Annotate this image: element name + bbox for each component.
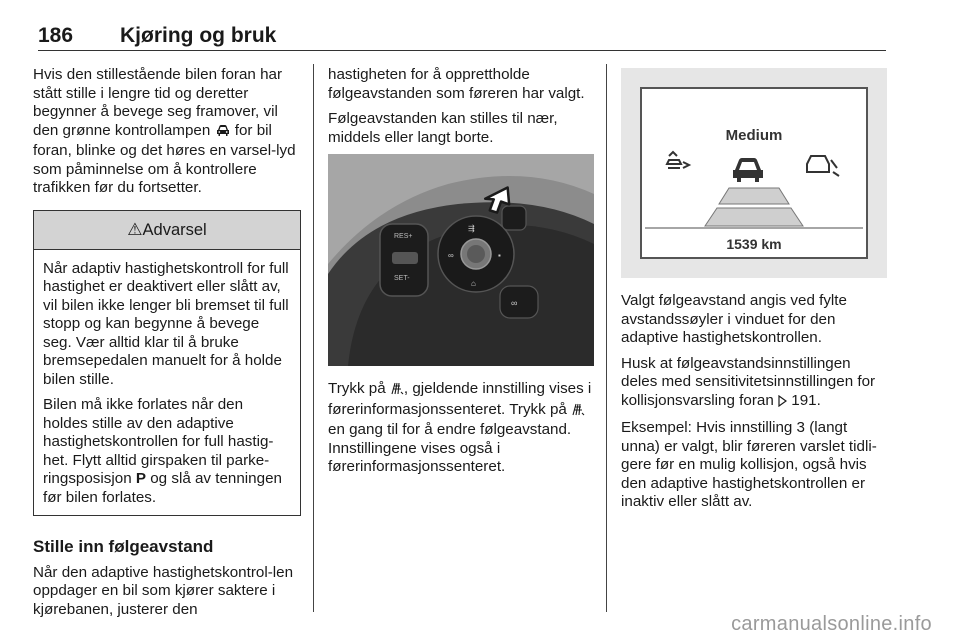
follow-distance-icon — [390, 382, 404, 401]
watermark: carmanualsonline.info — [731, 613, 932, 635]
column-divider — [313, 64, 314, 612]
paragraph: Valgt følgeavstand angis ved fylte avstandssøyler i vinduet for den adaptive hastighetskontrollen. — [621, 292, 847, 346]
vehicle-ahead-icon — [215, 124, 231, 143]
section-paragraph: Når den adaptive hastighetskontrol-len oppdager en bil som kjører saktere i kjørebanen, justerer den — [33, 563, 294, 618]
warning-body — [34, 250, 300, 516]
paragraph: Eksempel: Hvis innstilling 3 (langt unna) er valgt, blir føreren varslet tidli-gere før en mulig kollisjon, også hvis den adaptive hastighetskontrollen er inaktiv eller slått av. — [621, 419, 877, 510]
paragraph: Følgeavstanden kan stilles til nær, middels eller langt borte. — [328, 110, 558, 146]
intro-paragraph: Hvis den stillestående bilen foran har stått stille i lengre tid og deretter begynner å bevege seg framover, vil den grønne kontrollampen for bil foran, blinke og det høres en varsel-lyd som påminnelse om å kontrollere trafikken før du fortsetter. — [33, 66, 296, 196]
svg-text:⇶: ⇶ — [468, 224, 475, 233]
page-ref-arrow-icon — [778, 394, 787, 413]
column-1 — [33, 66, 301, 626]
svg-text:⌂: ⌂ — [471, 279, 476, 288]
page-title: Kjøring og bruk — [120, 24, 277, 47]
column-2 — [328, 66, 594, 484]
page-header — [38, 22, 886, 52]
range-readout: 1539 km — [726, 236, 782, 252]
column-divider — [606, 64, 607, 612]
instruction-paragraph: Trykk på , gjeldende innstilling vises i førerinformasjonssenteret. Trykk på en gang til for å endre følgeavstand. Innstillingene vises også i førerinformasjonssenteret. — [328, 380, 592, 475]
svg-text:▪: ▪ — [498, 251, 501, 260]
set-label: SET- — [394, 275, 410, 282]
paragraph: hastigheten for å opprettholde følgeavstanden som føreren har valgt. — [328, 66, 585, 102]
warning-header — [34, 211, 300, 250]
setting-label: Medium — [725, 127, 783, 144]
warning-title: Advarsel — [142, 220, 207, 239]
res-label: RES+ — [394, 233, 413, 240]
paragraph: Husk at følgeavstandsinnstillingen deles med sensitivitetsinnstillingen for kollisjonsvarsling foran 191. — [621, 355, 889, 413]
warning-paragraph: Bilen må ikke forlates når den holdes stille av den adaptive hastighetskontrollen for full hastig-het. Flytt alltid girspaken til parke-ringsposisjon P og slå av tenningen før bilen forlates. — [43, 396, 282, 506]
page-reference[interactable]: 191. — [791, 391, 821, 409]
driver-info-display — [621, 68, 887, 278]
page-number: 186 — [38, 24, 74, 47]
svg-text:∞: ∞ — [511, 298, 518, 308]
section-heading: Stille inn følgeavstand — [33, 537, 214, 556]
follow-distance-icon — [571, 403, 585, 422]
svg-text:∞: ∞ — [448, 251, 454, 260]
steering-wheel-photo — [328, 154, 594, 366]
warning-triangle-icon: ⚠ — [127, 219, 143, 239]
header-rule — [38, 50, 886, 51]
column-3 — [621, 66, 889, 519]
warning-box — [33, 210, 301, 517]
warning-paragraph: Når adaptiv hastighetskontroll for full hastighet er deaktivert eller slått av, vil bilen ikke lenger bli bremset til full stopp og kan begynne å bevege seg. Vær alltid klar til å bruke bremsepedalen manuelt for å holde bilen stille. — [43, 259, 289, 388]
